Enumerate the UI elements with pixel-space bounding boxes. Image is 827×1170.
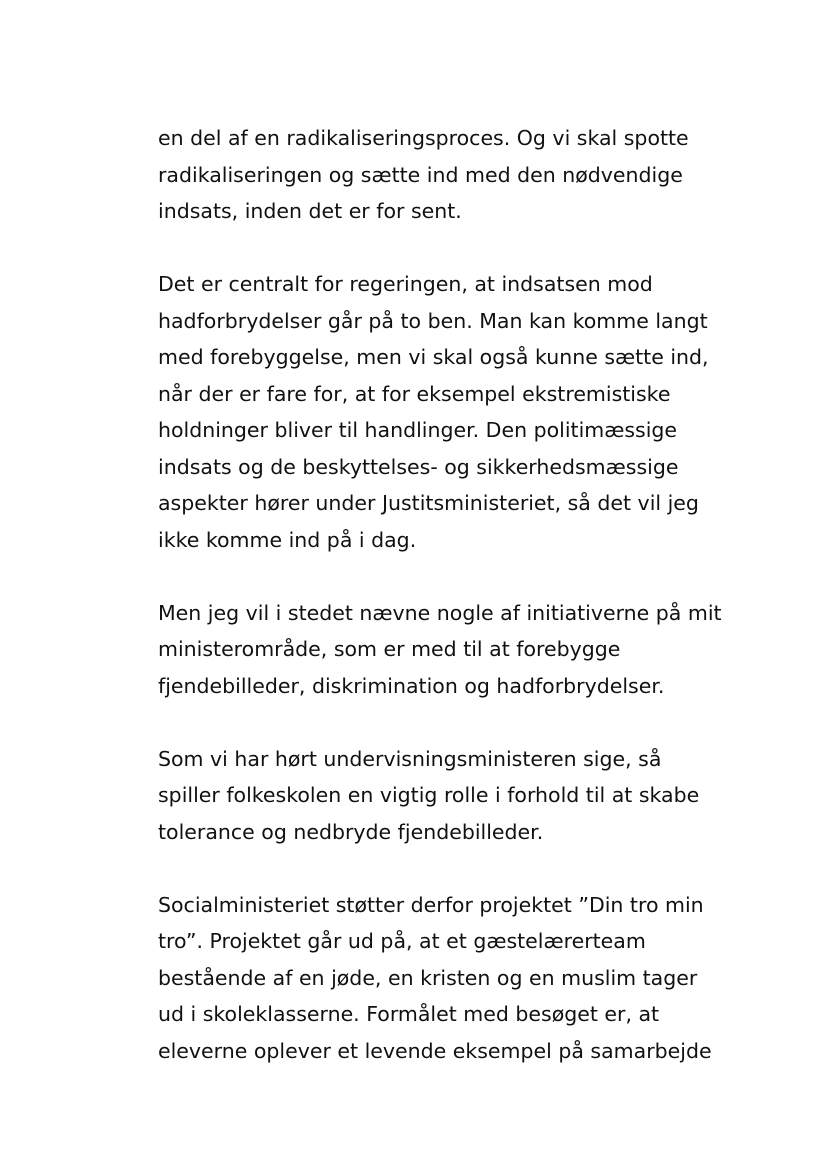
paragraph	[158, 120, 748, 230]
text-line: Som vi har hørt undervisningsministeren sige, så	[158, 746, 662, 771]
text-line: en del af en radikaliseringsproces. Og vi skal spotte	[158, 126, 689, 150]
text-line: ministerområde, som er med til at forebygge	[158, 637, 621, 661]
text-line: når der er fare for, at for eksempel ekstremistiske	[158, 381, 671, 406]
document-page	[158, 120, 748, 1106]
text-line: holdninger bliver til handlinger. Den politimæssige	[158, 418, 678, 442]
paragraph	[158, 887, 748, 1070]
paragraph	[158, 266, 748, 558]
text-line: indsats og de beskyttelses- og sikkerhedsmæssige	[158, 454, 679, 479]
text-line: ud i skoleklasserne. Formålet med besøget er, at	[158, 1002, 660, 1026]
text-line: hadforbrydelser går på to ben. Man kan komme langt	[158, 308, 708, 333]
text-line: Det er centralt for regeringen, at indsatsen mod	[158, 272, 653, 296]
text-line: ikke komme ind på i dag.	[158, 527, 417, 552]
text-line: tro”. Projektet går ud på, at et gæstelærerteam	[158, 929, 646, 953]
text-line: med forebyggelse, men vi skal også kunne sætte ind,	[158, 345, 709, 369]
text-line: tolerance og nedbryde fjendebilleder.	[158, 819, 544, 844]
text-line: aspekter hører under Justitsministeriet, så det vil jeg	[158, 491, 699, 515]
text-line: Socialministeriet støtter derfor projektet ”Din tro min	[158, 892, 704, 917]
text-line: fjendebilleder, diskrimination og hadforbrydelser.	[158, 673, 665, 698]
paragraph	[158, 595, 748, 705]
paragraph	[158, 741, 748, 851]
text-line: indsats, inden det er for sent.	[158, 199, 462, 223]
text-line: Men jeg vil i stedet nævne nogle af initiativerne på mit	[158, 600, 722, 625]
text-line: bestående af en jøde, en kristen og en muslim tager	[158, 965, 698, 990]
text-line: eleverne oplever et levende eksempel på samarbejde	[158, 1038, 712, 1063]
text-line: spiller folkeskolen en vigtig rolle i forhold til at skabe	[158, 783, 700, 807]
text-line: radikaliseringen og sætte ind med den nødvendige	[158, 162, 683, 187]
